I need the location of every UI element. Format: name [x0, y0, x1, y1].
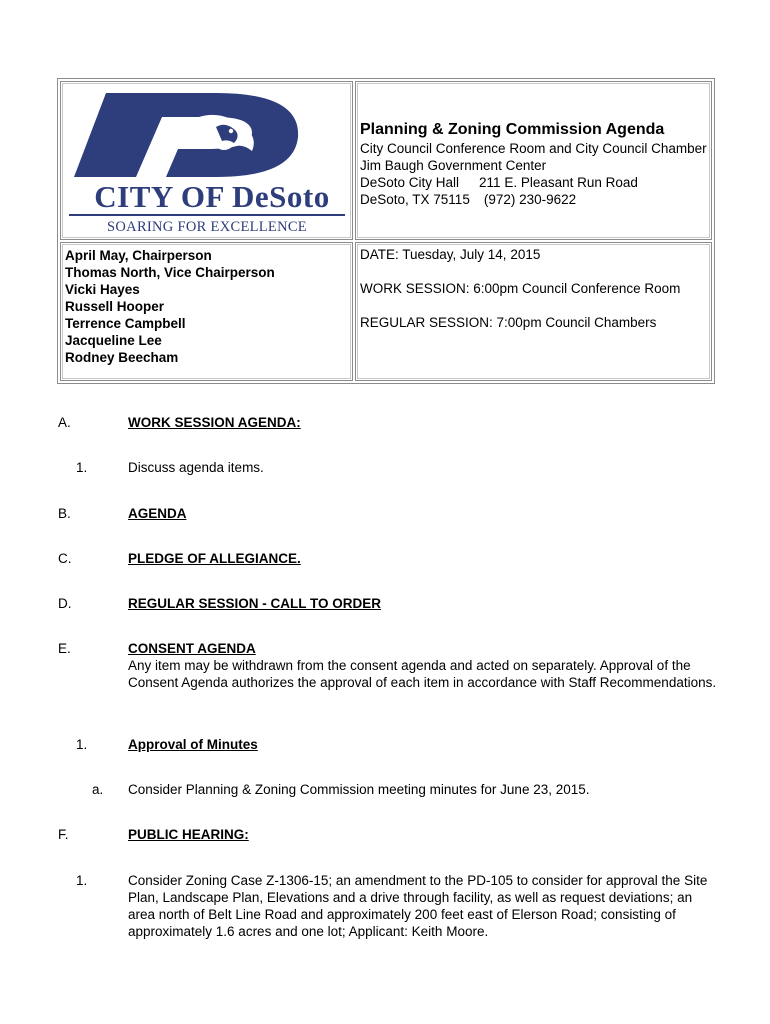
- minutes-item: Consider Planning & Zoning Commission meeting minutes for June 23, 2015.: [128, 782, 590, 797]
- member-name: Terrence Campbell: [65, 316, 186, 331]
- discuss-agenda-items: Discuss agenda items.: [128, 460, 264, 475]
- city-state-zip: DeSoto, TX 75115: [360, 192, 470, 207]
- commission-members: [65, 247, 275, 366]
- work-session-time: WORK SESSION: 6:00pm Council Conference Room: [360, 281, 681, 296]
- header-table: [57, 78, 715, 384]
- agenda-heading: AGENDA: [128, 506, 187, 521]
- section-e-label: E.: [58, 641, 71, 656]
- section-c-label: C.: [58, 551, 72, 566]
- member-name: Russell Hooper: [65, 299, 165, 314]
- logo-divider: [69, 214, 345, 216]
- city-name: DeSoto: [232, 179, 330, 214]
- title-cell: [355, 81, 712, 240]
- city-hall: DeSoto City Hall: [360, 175, 460, 190]
- regular-session-time: REGULAR SESSION: 7:00pm Council Chambers: [360, 315, 657, 330]
- logo-cell: [60, 81, 353, 240]
- address-line-4: [360, 191, 707, 208]
- desoto-eagle-logo-icon: [66, 87, 348, 179]
- public-hearing-heading: PUBLIC HEARING:: [128, 827, 249, 842]
- street-address: 211 E. Pleasant Run Road: [479, 175, 638, 190]
- section-f-label: F.: [58, 827, 69, 842]
- address-line-3: [360, 174, 707, 191]
- consent-agenda-heading: CONSENT AGENDA: [128, 641, 256, 656]
- city-name-wordmark: [71, 179, 353, 215]
- address-line-2: Jim Baugh Government Center: [360, 158, 547, 173]
- item-a1-label: 1.: [76, 460, 88, 475]
- section-b-label: B.: [58, 506, 71, 521]
- item-f1-label: 1.: [76, 873, 88, 888]
- city-tagline: SOARING FOR EXCELLENCE: [107, 219, 307, 235]
- title-block: [360, 120, 707, 208]
- section-a-label: A.: [58, 415, 71, 430]
- zoning-case-item: Consider Zoning Case Z-1306-15; an amendment to the PD-105 to consider for approval the Site Plan, Landscape Plan, Elevations and a drive through facility, as well as request deviations; an area north of Belt Line Road and approximately 200 feet east of Elerson Road; consisting of approximately 1.6 acres and one lot; Applicant: Keith Moore.: [128, 873, 708, 939]
- member-name: Vicki Hayes: [65, 282, 140, 297]
- consent-agenda-description: Any item may be withdrawn from the consent agenda and acted on separately. Approval of the Consent Agenda authorizes the approval of each item in accordance with Staff Recommendations.: [128, 658, 717, 690]
- member-name: Jacqueline Lee: [65, 333, 162, 348]
- meeting-date: DATE: Tuesday, July 14, 2015: [360, 247, 541, 262]
- item-e1-label: 1.: [76, 737, 88, 752]
- member-name: April May, Chairperson: [65, 248, 212, 263]
- member-name: Thomas North, Vice Chairperson: [65, 265, 275, 280]
- call-to-order-heading: REGULAR SESSION - CALL TO ORDER: [128, 596, 382, 611]
- pledge-heading: PLEDGE OF ALLEGIANCE.: [128, 551, 301, 566]
- sessions-cell: [355, 242, 712, 381]
- address-line-1: City Council Conference Room and City Council Chamber: [360, 141, 707, 156]
- work-session-agenda-heading: WORK SESSION AGENDA:: [128, 415, 301, 430]
- approval-of-minutes-heading: Approval of Minutes: [128, 737, 258, 752]
- item-e1a-label: a.: [92, 782, 104, 797]
- phone-number: (972) 230-9622: [483, 192, 577, 207]
- city-prefix: CITY OF: [94, 179, 224, 214]
- member-name: Rodney Beecham: [65, 350, 179, 365]
- agenda-title: Planning & Zoning Commission Agenda: [360, 121, 665, 138]
- section-d-label: D.: [58, 596, 72, 611]
- members-cell: [60, 242, 353, 381]
